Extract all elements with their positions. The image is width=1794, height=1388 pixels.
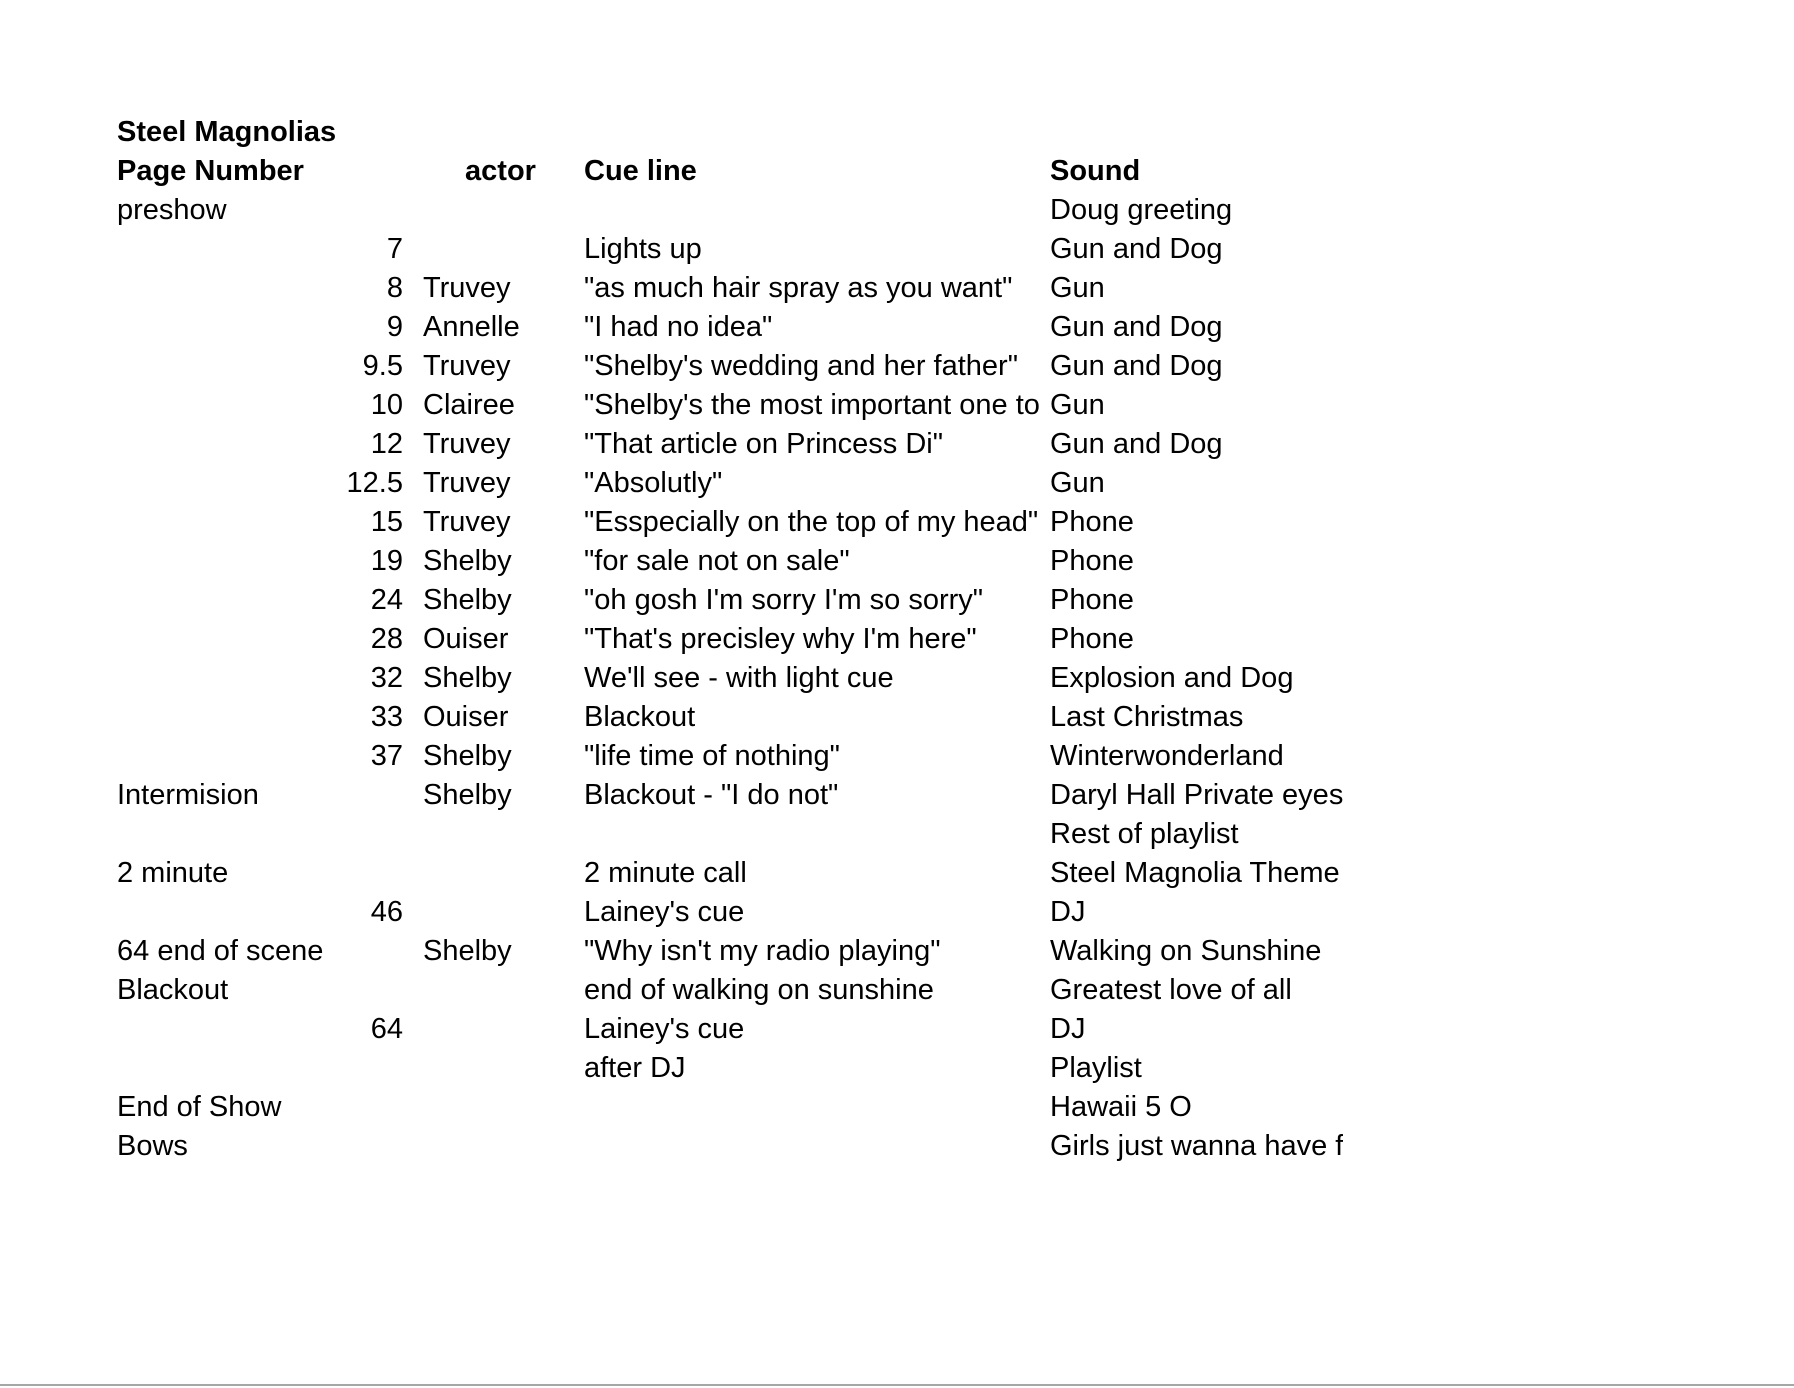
table-row — [117, 542, 1343, 581]
cue-line-cell[interactable]: Blackout - "I do not" — [584, 779, 839, 811]
table-row — [117, 1010, 1343, 1049]
sound-cell[interactable]: Greatest love of all — [1050, 974, 1292, 1006]
cue-line-cell[interactable] — [584, 1088, 1044, 1127]
table-row — [117, 347, 1343, 386]
page-number-cell[interactable]: 64 — [370, 1013, 403, 1045]
page-number-cell[interactable]: 19 — [370, 545, 403, 577]
actor-cell[interactable]: Ouiser — [423, 701, 509, 733]
sound-cell[interactable]: Phone — [1050, 506, 1134, 538]
sound-cell[interactable]: Gun — [1050, 389, 1105, 421]
cue-line-cell[interactable]: "Shelby's wedding and her father" — [584, 350, 1019, 382]
cue-line-cell[interactable]: 2 minute call — [584, 857, 747, 889]
sound-cell[interactable]: DJ — [1050, 896, 1086, 928]
sound-cell[interactable]: Gun — [1050, 272, 1105, 304]
table-row — [117, 698, 1343, 737]
sound-cell[interactable]: Gun and Dog — [1050, 350, 1223, 382]
cue-line-cell[interactable]: end of walking on sunshine — [584, 974, 934, 1006]
page-number-cell[interactable]: 2 minute — [117, 857, 229, 889]
page-number-cell[interactable]: 64 end of scene — [117, 935, 324, 967]
actor-cell[interactable]: Ouiser — [423, 623, 509, 655]
page-number-cell[interactable]: preshow — [117, 194, 227, 226]
header-cue-line[interactable]: Cue line — [584, 155, 697, 187]
cue-line-cell[interactable]: Lainey's cue — [584, 896, 745, 928]
page-number-cell[interactable]: 7 — [386, 233, 403, 265]
actor-cell[interactable] — [417, 854, 584, 893]
cue-line-cell[interactable]: after DJ — [584, 1052, 686, 1084]
page-number-cell[interactable]: 32 — [370, 662, 403, 694]
sound-cell[interactable]: Winterwonderland — [1050, 740, 1284, 772]
table-row — [117, 269, 1343, 308]
sound-cell[interactable]: Gun and Dog — [1050, 428, 1223, 460]
cue-line-cell[interactable] — [584, 191, 1044, 230]
page-number-cell[interactable]: 9 — [386, 311, 403, 343]
table-row — [117, 425, 1343, 464]
page-number-cell[interactable]: Intermision — [117, 779, 259, 811]
cue-line-cell[interactable]: Lainey's cue — [584, 1013, 745, 1045]
page-number-cell[interactable]: 15 — [370, 506, 403, 538]
cue-line-cell[interactable]: "oh gosh I'm sorry I'm so sorry" — [584, 584, 984, 616]
page-bottom-border — [0, 1384, 1794, 1386]
page-number-cell[interactable]: 12 — [370, 428, 403, 460]
sound-cell[interactable]: Hawaii 5 O — [1050, 1091, 1192, 1123]
sound-cell[interactable]: Phone — [1050, 584, 1134, 616]
table-row — [117, 1127, 1343, 1166]
header-sound[interactable]: Sound — [1050, 155, 1141, 187]
page-number-cell[interactable]: 10 — [370, 389, 403, 421]
sound-cell[interactable]: Rest of playlist — [1050, 818, 1239, 850]
table-row — [117, 854, 1343, 893]
table-row — [117, 191, 1343, 230]
actor-cell[interactable]: Annelle — [423, 311, 520, 343]
table-row — [117, 308, 1343, 347]
page-number-cell[interactable]: 24 — [370, 584, 403, 616]
sound-cell[interactable]: Gun — [1050, 467, 1105, 499]
cue-line-cell[interactable] — [584, 815, 1044, 854]
page-number-cell[interactable]: 9.5 — [362, 350, 403, 382]
table-row — [117, 464, 1343, 503]
sound-cell[interactable]: Daryl Hall Private eyes — [1050, 779, 1344, 811]
page-number-cell[interactable]: 37 — [370, 740, 403, 772]
page-number-cell[interactable] — [117, 1049, 417, 1088]
page-number-cell[interactable] — [117, 815, 417, 854]
actor-cell[interactable]: Clairee — [423, 389, 515, 421]
cue-line-cell[interactable]: "Esspecially on the top of my head" — [584, 506, 1039, 538]
actor-cell[interactable]: Truvey — [423, 506, 511, 538]
actor-cell[interactable] — [417, 1049, 584, 1088]
page-number-cell[interactable]: 33 — [370, 701, 403, 733]
cue-line-cell[interactable]: "Why isn't my radio playing" — [584, 935, 941, 967]
page-number-cell[interactable]: 46 — [370, 896, 403, 928]
page-number-cell[interactable]: Blackout — [117, 974, 229, 1006]
table-row — [117, 776, 1343, 815]
sound-cell[interactable]: Gun and Dog — [1050, 311, 1223, 343]
sound-cell[interactable]: Last Christmas — [1050, 701, 1244, 733]
page-number-cell[interactable]: 12.5 — [346, 467, 403, 499]
sound-cell[interactable]: Doug greeting — [1050, 194, 1233, 226]
header-actor[interactable]: actor — [465, 155, 536, 187]
table-row — [117, 1049, 1343, 1088]
actor-cell[interactable] — [417, 1010, 584, 1049]
table-row — [117, 659, 1343, 698]
sound-cell[interactable]: Playlist — [1050, 1052, 1142, 1084]
table-row — [117, 893, 1343, 932]
table-row — [117, 503, 1343, 542]
table-row — [117, 971, 1343, 1010]
sound-cell[interactable]: Steel Magnolia Theme — [1050, 857, 1340, 889]
table-row — [117, 932, 1343, 971]
sound-cell[interactable]: Gun and Dog — [1050, 233, 1223, 265]
actor-cell[interactable] — [417, 1088, 584, 1127]
actor-cell[interactable]: Shelby — [423, 935, 512, 967]
actor-cell[interactable]: Shelby — [423, 662, 512, 694]
actor-cell[interactable]: Truvey — [423, 350, 511, 382]
actor-cell[interactable]: Shelby — [423, 779, 512, 811]
actor-cell[interactable]: Shelby — [423, 545, 512, 577]
actor-cell[interactable]: Shelby — [423, 740, 512, 772]
table-row — [117, 230, 1343, 269]
page-number-cell[interactable]: 8 — [386, 272, 403, 304]
cue-line-cell[interactable]: "as much hair spray as you want" — [584, 272, 1013, 304]
page-number-cell[interactable]: End of Show — [117, 1091, 282, 1123]
actor-cell[interactable] — [417, 1127, 584, 1166]
cue-line-cell[interactable]: "That's precisley why I'm here" — [584, 623, 977, 655]
cue-line-cell[interactable]: "Shelby's the most important one to — [584, 389, 1040, 421]
actor-cell[interactable] — [417, 971, 584, 1010]
cue-line-cell[interactable]: "life time of nothing" — [584, 740, 840, 772]
cue-line-cell[interactable]: "I had no idea" — [584, 311, 773, 343]
page-number-cell[interactable]: Bows — [117, 1130, 188, 1162]
cue-line-cell[interactable] — [584, 1127, 1044, 1166]
actor-cell[interactable] — [417, 815, 584, 854]
actor-cell[interactable] — [417, 191, 584, 230]
sound-cell[interactable]: Phone — [1050, 545, 1134, 577]
table-row — [117, 620, 1343, 659]
sound-cell[interactable]: Girls just wanna have f — [1050, 1130, 1344, 1162]
sound-cue-table — [117, 152, 1343, 1166]
actor-cell[interactable]: Truvey — [423, 272, 511, 304]
table-body — [117, 191, 1343, 1166]
actor-cell[interactable] — [417, 230, 584, 269]
actor-cell[interactable] — [417, 893, 584, 932]
document-title: Steel Magnolias — [117, 116, 337, 148]
actor-cell[interactable]: Truvey — [423, 428, 511, 460]
actor-cell[interactable]: Truvey — [423, 467, 511, 499]
header-row — [117, 152, 1343, 191]
sound-cell[interactable]: Phone — [1050, 623, 1134, 655]
cue-line-cell[interactable]: Blackout — [584, 701, 696, 733]
sound-cell[interactable]: DJ — [1050, 1013, 1086, 1045]
cue-line-cell[interactable]: "for sale not on sale" — [584, 545, 850, 577]
table-row — [117, 386, 1343, 425]
cue-line-cell[interactable]: "That article on Princess Di" — [584, 428, 944, 460]
cue-line-cell[interactable]: "Absolutly" — [584, 467, 723, 499]
page-number-cell[interactable]: 28 — [370, 623, 403, 655]
cue-line-cell[interactable]: We'll see - with light cue — [584, 662, 894, 694]
sound-cell[interactable]: Walking on Sunshine — [1050, 935, 1322, 967]
table-row — [117, 815, 1343, 854]
table-row — [117, 1088, 1343, 1127]
cue-line-cell[interactable]: Lights up — [584, 233, 702, 265]
table-row — [117, 737, 1343, 776]
sound-cell[interactable]: Explosion and Dog — [1050, 662, 1294, 694]
table-row — [117, 581, 1343, 620]
header-page-number[interactable]: Page Number — [117, 155, 304, 187]
actor-cell[interactable]: Shelby — [423, 584, 512, 616]
